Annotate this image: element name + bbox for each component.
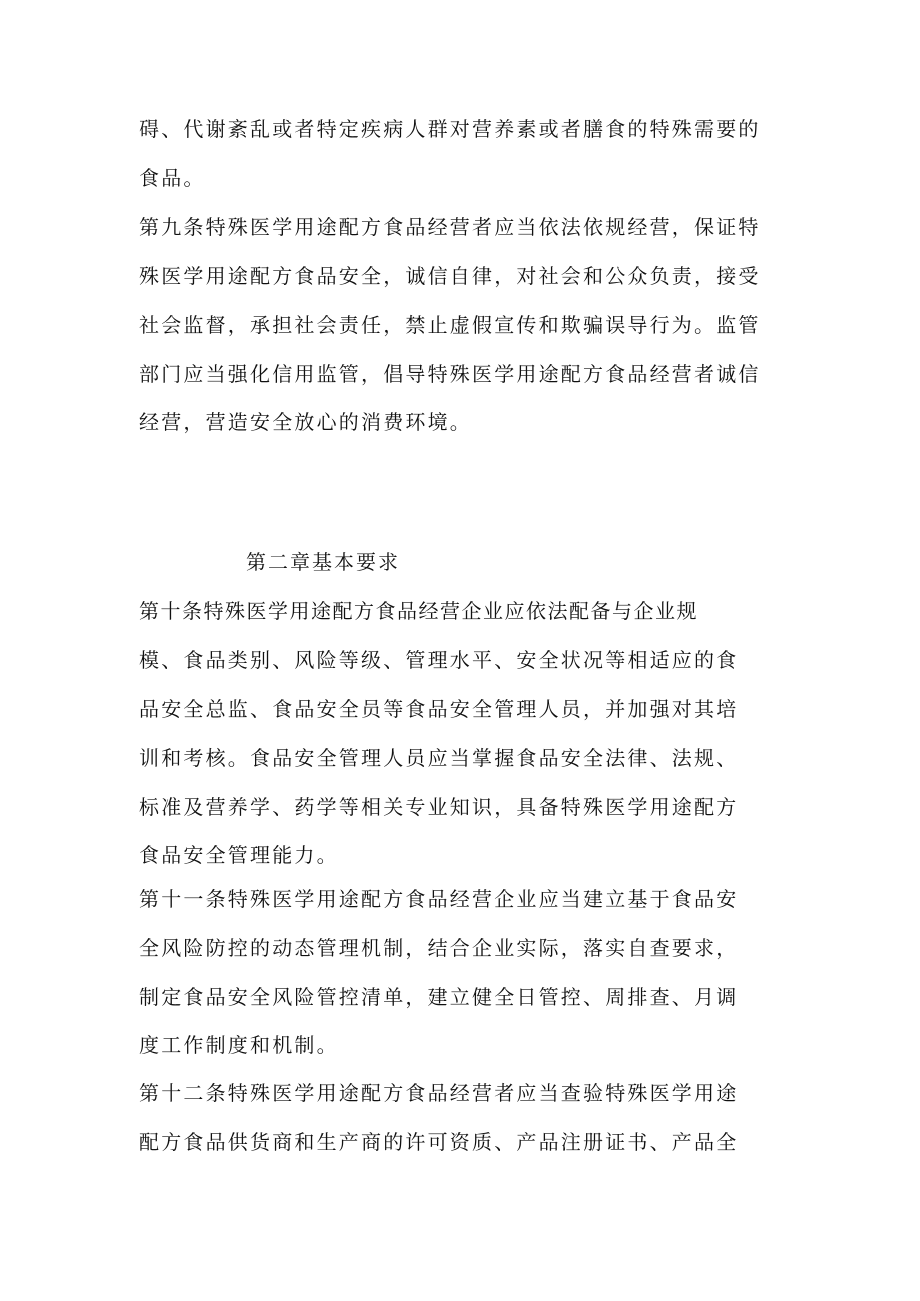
text-line: 碍、代谢紊乱或者特定疾病人群对营养素或者膳食的特殊需要的 (139, 117, 761, 141)
text-line: 标准及营养学、药学等相关专业知识，具备特殊医学用途配方 (139, 795, 739, 819)
text-line: 全风险防控的动态管理机制，结合企业实际，落实自查要求， (139, 936, 739, 960)
text-line: 配方食品供货商和生产商的许可资质、产品注册证书、产品全 (139, 1130, 739, 1154)
text-line: 度工作制度和机制。 (139, 1033, 339, 1057)
text-line: 制定食品安全风险管控清单，建立健全日管控、周排查、月调 (139, 985, 739, 1009)
text-line: 第十条特殊医学用途配方食品经营企业应依法配备与企业规 (139, 599, 698, 623)
text-line: 模、食品类别、风险等级、管理水平、安全状况等相适应的食 (139, 648, 739, 672)
text-line: 第十二条特殊医学用途配方食品经营者应当查验特殊医学用途 (139, 1081, 739, 1105)
text-line: 部门应当强化信用监管，倡导特殊医学用途配方食品经营者诚信 (139, 362, 761, 386)
chapter-heading: 第二章基本要求 (246, 550, 400, 574)
text-line: 社会监督，承担社会责任，禁止虚假宣传和欺骗误导行为。监管 (139, 313, 761, 337)
text-line: 品安全总监、食品安全员等食品安全管理人员，并加强对其培 (139, 697, 739, 721)
text-line: 第九条特殊医学用途配方食品经营者应当依法依规经营，保证特 (139, 215, 761, 239)
text-line: 第十一条特殊医学用途配方食品经营企业应当建立基于食品安 (139, 887, 739, 911)
text-line: 经营，营造安全放心的消费环境。 (139, 410, 472, 434)
text-line: 食品。 (139, 166, 206, 190)
text-line: 食品安全管理能力。 (139, 843, 339, 867)
text-line: 训和考核。食品安全管理人员应当掌握食品安全法律、法规、 (139, 746, 739, 770)
text-line: 殊医学用途配方食品安全，诚信自律，对社会和公众负责，接受 (139, 264, 761, 288)
